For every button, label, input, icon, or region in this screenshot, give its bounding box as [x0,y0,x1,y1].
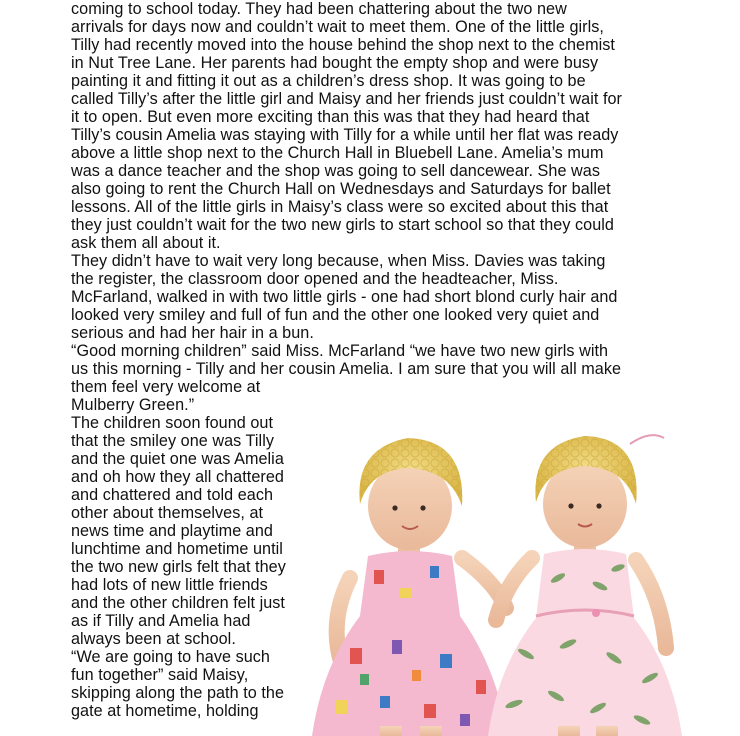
story-line: looked very smiley and full of fun and the other one looked very quiet and [71,306,600,324]
story-line: always been at school. [71,630,236,648]
story-line: serious and had her hair in a bun. [71,324,314,342]
story-line: them feel very welcome at [71,378,261,396]
right-doll [488,435,682,736]
story-line: skipping along the path to the [71,684,284,702]
story-line: and chattered and told each [71,486,274,504]
story-line: had lots of new little friends [71,576,268,594]
story-line: news time and playtime and [71,522,273,540]
story-line: arrivals for days now and couldn’t wait to meet them. One of the little girls, [71,18,604,36]
story-line: “We are going to have such [71,648,270,666]
story-line: ask them all about it. [71,234,221,252]
story-line: in Nut Tree Lane. Her parents had bought the empty shop and were busy [71,54,599,72]
story-line: and the quiet one was Amelia [71,450,284,468]
story-line: also going to rent the Church Hall on Wednesdays and Saturdays for ballet [71,180,611,198]
story-line: fun together” said Maisy, [71,666,249,684]
story-line: us this morning - Tilly and her cousin Amelia. I am sure that you will all make [71,360,622,378]
hair-ribbon [630,435,664,444]
dolls-photo [300,408,740,736]
story-line: coming to school today. They had been chattering about the two new [71,0,567,18]
story-line: other about themselves, at [71,504,264,522]
story-line: The children soon found out [71,414,274,432]
story-line: it to open. But even more exciting than this was that they had heard that [71,108,590,126]
story-line: McFarland, walked in with two little girls - one had short blond curly hair and [71,288,618,306]
story-line: and the other children felt just [71,594,285,612]
story-line: they just couldn’t wait for the two new girls to start school so that they could [71,216,614,234]
story-line: They didn’t have to wait very long because, when Miss. Davies was taking [71,252,606,270]
right-doll-arm [496,558,532,620]
story-line: and oh how they all chattered [71,468,284,486]
story-line: the register, the classroom door opened and the headteacher, Miss. [71,270,559,288]
story-line: the two new girls felt that they [71,558,286,576]
story-line: “Good morning children” said Miss. McFarland “we have two new girls with [71,342,609,360]
story-line: called Tilly’s after the little girl and Maisy and her friends just couldn’t wait for [71,90,622,108]
left-doll [312,438,508,736]
story-line: painting it and fitting it out as a children’s dress shop. It was going to be [71,72,586,90]
story-line: lessons. All of the little girls in Maisy’s class were so excited about this that [71,198,609,216]
story-line: was a dance teacher and the shop was going to sell dancewear. She was [71,162,600,180]
story-line: as if Tilly and Amelia had [71,612,251,630]
story-line: lunchtime and hometime until [71,540,283,558]
story-line: above a little shop next to the Church Hall in Bluebell Lane. Amelia’s mum [71,144,604,162]
story-line: Tilly had recently moved into the house behind the shop next to the chemist [71,36,615,54]
story-line: gate at hometime, holding [71,702,259,720]
story-line: that the smiley one was Tilly [71,432,274,450]
story-line: Tilly’s cousin Amelia was staying with Tilly for a while until her flat was ready [71,126,619,144]
story-line: Mulberry Green.” [71,396,195,414]
